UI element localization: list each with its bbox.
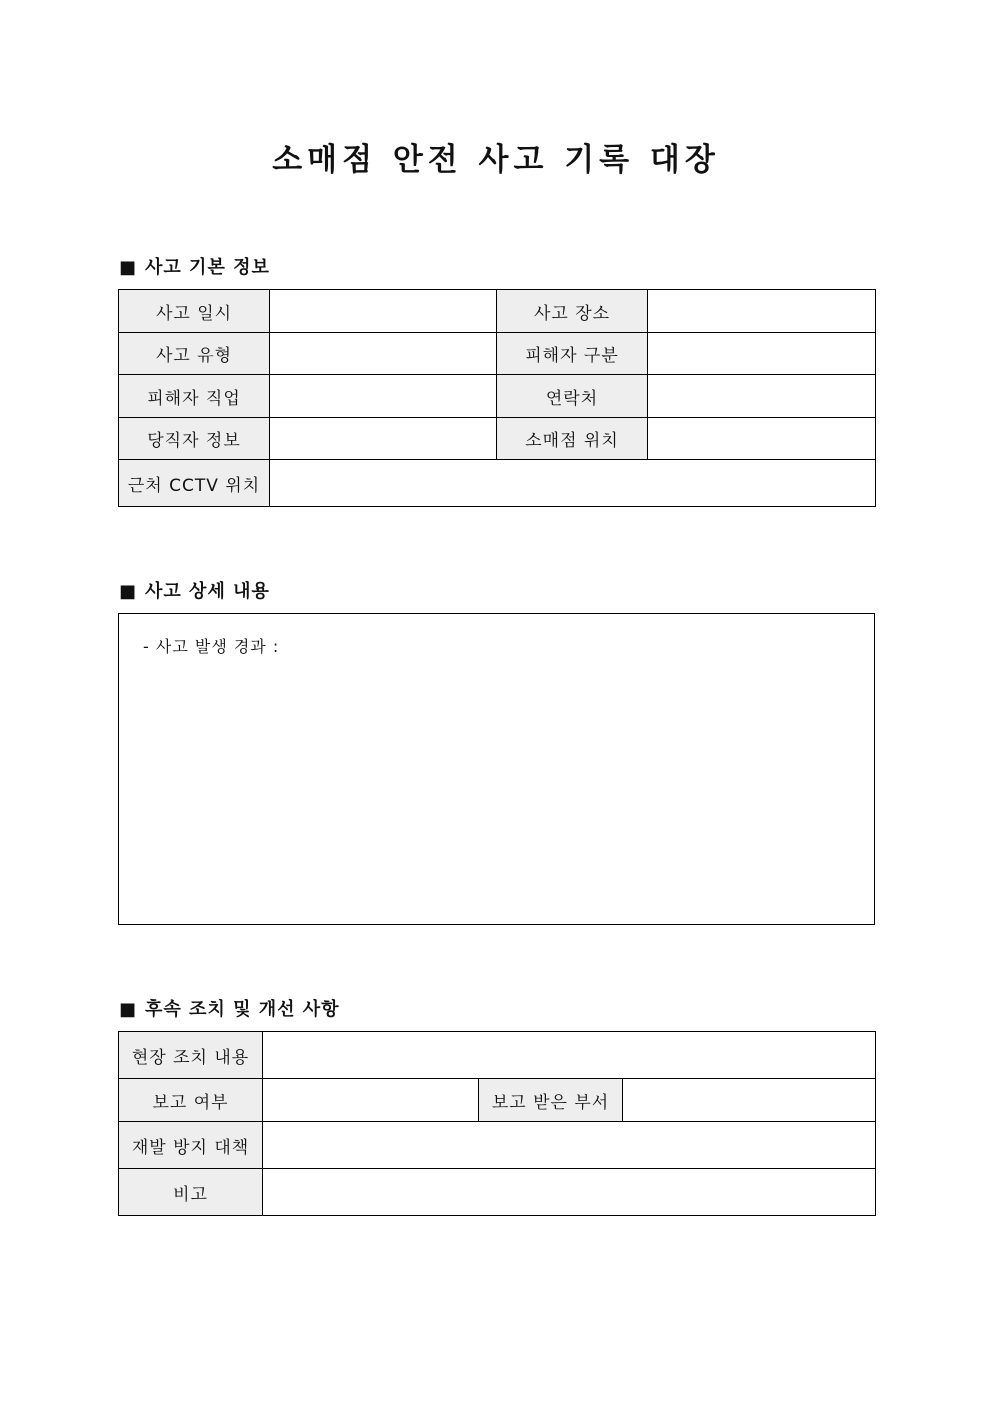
cctv-location-label: 근처 CCTV 위치 [119, 460, 270, 507]
duty-officer-field[interactable] [270, 418, 497, 460]
remarks-label: 비고 [119, 1169, 263, 1216]
duty-officer-label: 당직자 정보 [119, 418, 270, 460]
type-field[interactable] [270, 333, 497, 375]
section-marker-icon: ■ [119, 257, 138, 278]
prevention-label: 재발 방지 대책 [119, 1122, 263, 1169]
victim-job-label: 피해자 직업 [119, 375, 270, 418]
store-location-field[interactable] [648, 418, 876, 460]
reported-label: 보고 여부 [119, 1079, 263, 1122]
detail-prompt: - 사고 발생 경과 : [143, 637, 280, 656]
table-row [119, 375, 876, 418]
prevention-field[interactable] [263, 1122, 876, 1169]
type-label: 사고 유형 [119, 333, 270, 375]
table-row [119, 1122, 876, 1169]
contact-field[interactable] [648, 375, 876, 418]
location-field[interactable] [648, 290, 876, 333]
receiving-dept-label: 보고 받은 부서 [479, 1079, 623, 1122]
table-row [119, 1079, 876, 1122]
store-location-label: 소매점 위치 [497, 418, 648, 460]
section-heading-detail [119, 577, 270, 603]
contact-label: 연락처 [497, 375, 648, 418]
page-title: 소매점 안전 사고 기록 대장 [272, 142, 720, 178]
table-row [119, 290, 876, 333]
table-row [119, 333, 876, 375]
onsite-action-field[interactable] [263, 1032, 876, 1079]
table-row [119, 418, 876, 460]
section-heading-followup [119, 995, 340, 1021]
section-heading-label: 사고 기본 정보 [145, 257, 270, 278]
location-label: 사고 장소 [497, 290, 648, 333]
followup-table [118, 1031, 876, 1216]
victim-job-field[interactable] [270, 375, 497, 418]
receiving-dept-field[interactable] [623, 1079, 876, 1122]
section-marker-icon: ■ [119, 999, 138, 1020]
table-row [119, 1032, 876, 1079]
remarks-field[interactable] [263, 1169, 876, 1216]
section-heading-label: 후속 조치 및 개선 사항 [145, 999, 340, 1020]
basic-info-table [118, 289, 876, 507]
cctv-location-field[interactable] [270, 460, 876, 507]
victim-category-label: 피해자 구분 [497, 333, 648, 375]
table-row [119, 1169, 876, 1216]
datetime-field[interactable] [270, 290, 497, 333]
section-heading-basic-info [119, 253, 270, 279]
table-row [119, 460, 876, 507]
section-heading-label: 사고 상세 내용 [145, 581, 270, 602]
onsite-action-label: 현장 조치 내용 [119, 1032, 263, 1079]
victim-category-field[interactable] [648, 333, 876, 375]
reported-field[interactable] [263, 1079, 479, 1122]
detail-content-box[interactable] [118, 613, 875, 925]
section-marker-icon: ■ [119, 581, 138, 602]
datetime-label: 사고 일시 [119, 290, 270, 333]
